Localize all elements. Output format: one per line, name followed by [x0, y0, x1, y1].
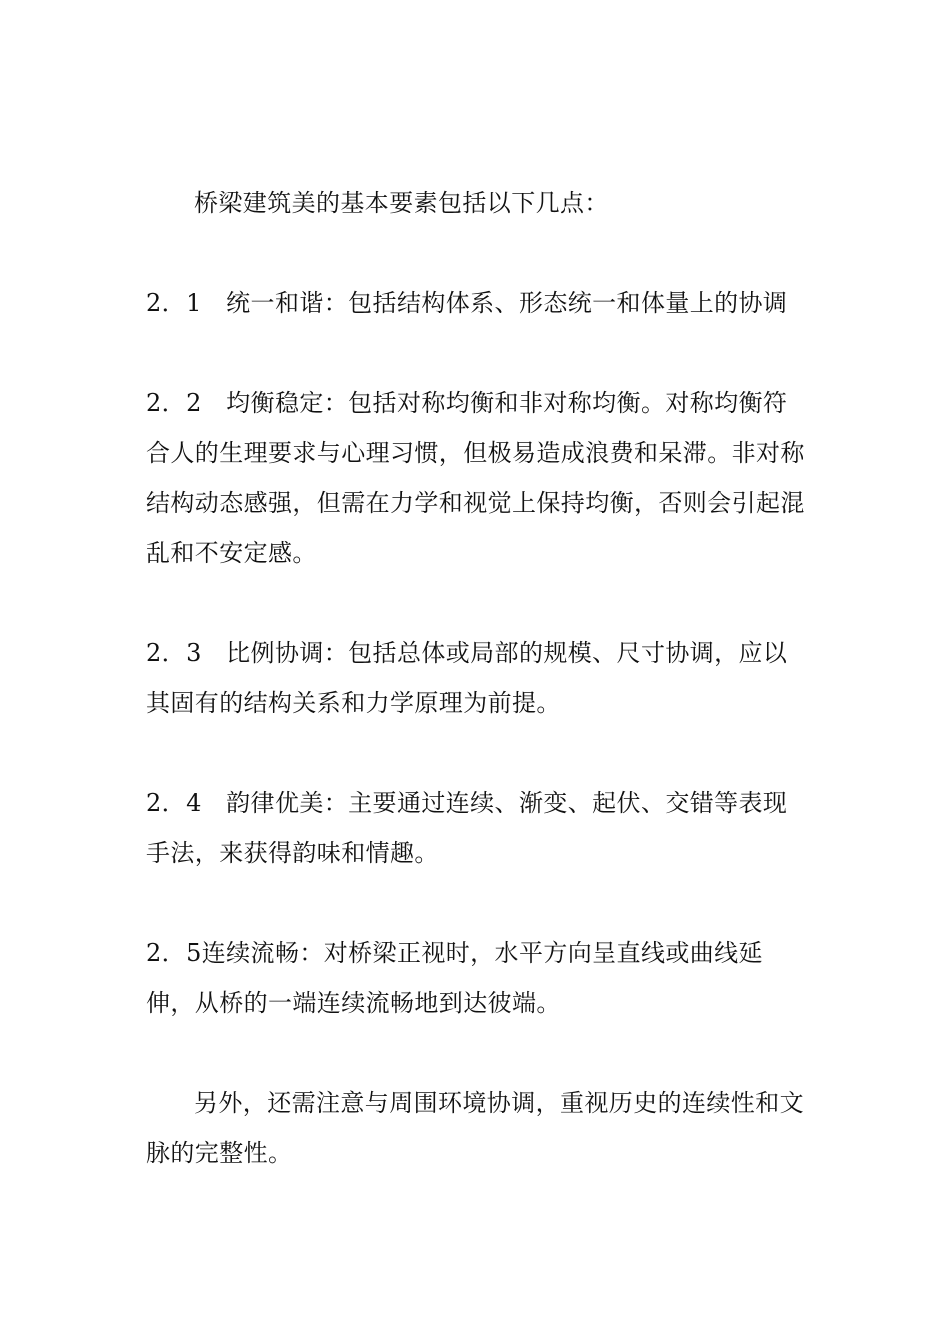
section-2-1-paragraph: 2．1 统一和谐：包括结构体系、形态统一和体量上的协调: [146, 289, 788, 317]
intro-paragraph: 桥梁建筑美的基本要素包括以下几点：: [194, 189, 609, 217]
section-2-3-paragraph: 2．3 比例协调：包括总体或局部的规模、尺寸协调，应以其固有的结构关系和力学原理为前提。: [146, 639, 788, 717]
closing-paragraph: 另外，还需注意与周围环境协调，重视历史的连续性和文脉的完整性。: [146, 1089, 804, 1167]
section-2-5-paragraph: 2．5连续流畅：对桥梁正视时，水平方向呈直线或曲线延伸，从桥的一端连续流畅地到达彼端。: [146, 939, 763, 1017]
document-body: [146, 178, 806, 1178]
section-2-2-paragraph: 2．2 均衡稳定：包括对称均衡和非对称均衡。对称均衡符合人的生理要求与心理习惯，但极易造成浪费和呆滞。非对称结构动态感强，但需在力学和视觉上保持均衡，否则会引起混乱和不安定感。: [146, 389, 805, 567]
section-2-4-paragraph: 2．4 韵律优美：主要通过连续、渐变、起伏、交错等表现手法，来获得韵味和情趣。: [146, 789, 788, 867]
